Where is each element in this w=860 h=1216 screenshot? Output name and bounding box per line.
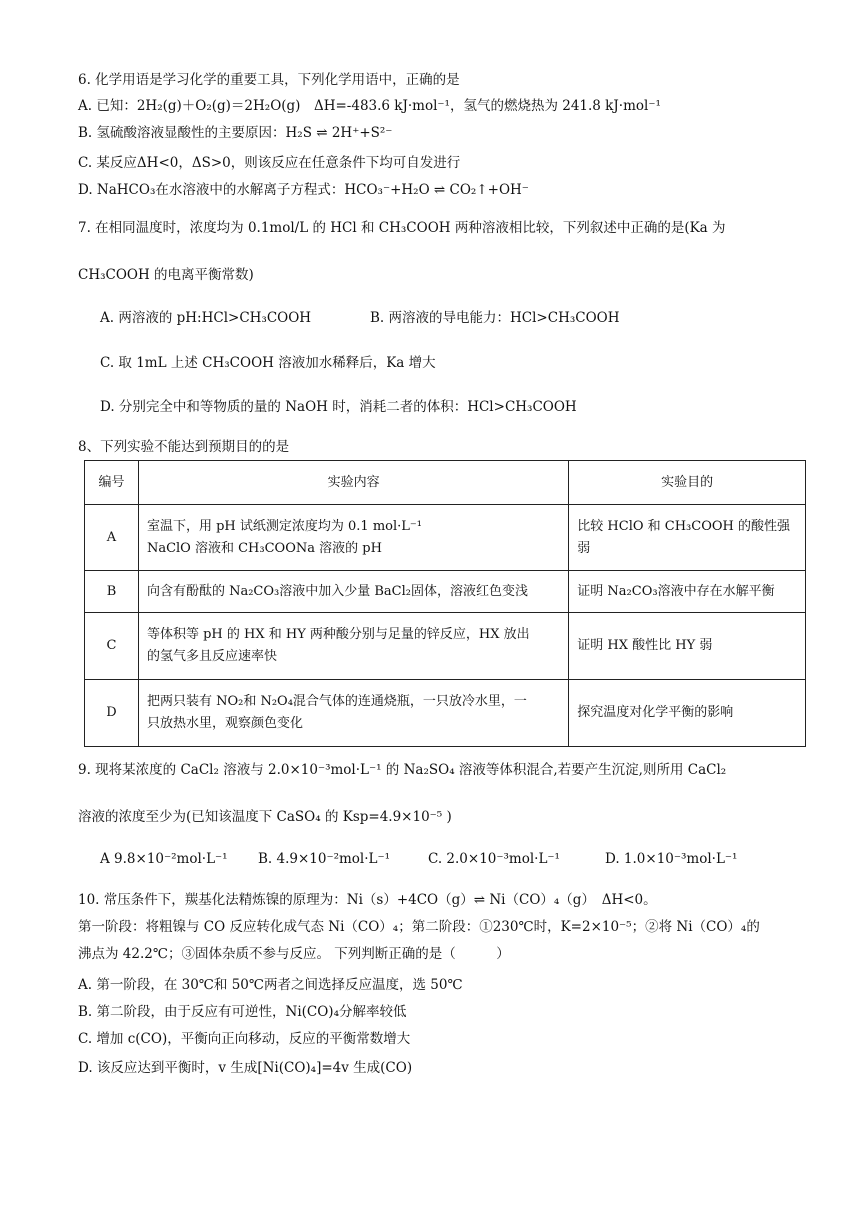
q10-stem-line3: 沸点为 42.2℃；③固体杂质不参与反应。 下列判断正确的是（ ）: [78, 946, 510, 962]
row-content: [138, 505, 568, 571]
q6-option-b: B. 氢硫酸溶液显酸性的主要原因：H₂S ⇌ 2H⁺+S²⁻: [78, 125, 393, 141]
table-row: [85, 571, 806, 613]
row-content: [138, 680, 568, 747]
row-purpose: 证明 HX 酸性比 HY 弱: [569, 613, 806, 680]
q9-option-d: D. 1.0×10⁻³mol·L⁻¹: [605, 851, 738, 867]
q9-option-a: A 9.8×10⁻²mol·L⁻¹: [100, 851, 228, 867]
table-header-row: [85, 461, 806, 505]
header-purpose: 实验目的: [569, 461, 806, 505]
table-row: [85, 613, 806, 680]
q6-stem: 6. 化学用语是学习化学的重要工具，下列化学用语中，正确的是: [78, 72, 460, 88]
table-row: [85, 680, 806, 747]
q10-stem-line2: 第一阶段：将粗镍与 CO 反应转化成气态 Ni（CO）₄；第二阶段：①230℃时，K=2×10⁻⁵；②将 Ni（CO）₄的: [78, 919, 760, 935]
header-content: 实验内容: [138, 461, 568, 505]
row-content-line2: 的氢气多且反应速率快: [146, 649, 277, 664]
row-content: [138, 613, 568, 680]
row-content-line1: 室温下，用 pH 试纸测定浓度均为 0.1 mol·L⁻¹: [146, 518, 422, 534]
row-content-line1: 等体积等 pH 的 HX 和 HY 两种酸分别与足量的锌反应，HX 放出: [146, 627, 530, 642]
row-content-line2: NaClO 溶液和 CH₃COONa 溶液的 pH: [146, 540, 382, 556]
row-content-line1: 向含有酚酞的 Na₂CO₃溶液中加入少量 BaCl₂固体，溶液红色变浅: [146, 583, 528, 599]
q10-option-b: B. 第二阶段，由于反应有可逆性，Ni(CO)₄分解率较低: [78, 1004, 407, 1020]
q7-option-a: A. 两溶液的 pH:HCl>CH₃COOH: [100, 310, 312, 326]
q9-stem-line1: 9. 现将某浓度的 CaCl₂ 溶液与 2.0×10⁻³mol·L⁻¹ 的 Na₂SO₄ 溶液等体积混合,若要产生沉淀,则所用 CaCl₂: [78, 762, 727, 778]
q7-option-c: C. 取 1mL 上述 CH₃COOH 溶液加水稀释后，Ka 增大: [100, 355, 436, 371]
q6-option-a: A. 已知：2H₂(g)＋O₂(g)＝2H₂O(g) ΔH=-483.6 kJ·mol⁻¹，氢气的燃烧热为 241.8 kJ·mol⁻¹: [78, 98, 661, 114]
row-purpose: 证明 Na₂CO₃溶液中存在水解平衡: [569, 571, 806, 613]
q6-option-c: C. 某反应ΔH<0，ΔS>0，则该反应在任意条件下均可自发进行: [78, 155, 461, 171]
q9-option-c: C. 2.0×10⁻³mol·L⁻¹: [428, 851, 560, 867]
q8-stem: 8、下列实验不能达到预期目的的是: [78, 439, 290, 455]
q7-stem-line2: CH₃COOH 的电离平衡常数): [78, 267, 254, 283]
q10-option-d: D. 该反应达到平衡时，v 生成[Ni(CO)₄]=4v 生成(CO): [78, 1060, 413, 1076]
q6-option-d: D. NaHCO₃在水溶液中的水解离子方程式：HCO₃⁻+H₂O ⇌ CO₂↑+OH⁻: [78, 182, 529, 198]
row-id: D: [85, 680, 139, 747]
q10-option-a: A. 第一阶段，在 30℃和 50℃两者之间选择反应温度，选 50℃: [78, 977, 463, 993]
q9-stem-line2: 溶液的浓度至少为(已知该温度下 CaSO₄ 的 Ksp=4.9×10⁻⁵ ): [78, 809, 452, 825]
q7-option-d: D. 分别完全中和等物质的量的 NaOH 时，消耗二者的体积：HCl>CH₃COOH: [100, 399, 577, 415]
header-id: 编号: [85, 461, 139, 505]
q10-stem-line1: 10. 常压条件下，羰基化法精炼镍的原理为：Ni（s）+4CO（g）⇌ Ni（CO）₄（g） ΔH<0。: [78, 892, 657, 908]
q7-option-b: B. 两溶液的导电能力：HCl>CH₃COOH: [370, 310, 620, 326]
row-purpose: 比较 HClO 和 CH₃COOH 的酸性强弱: [569, 505, 806, 571]
q10-option-c: C. 增加 c(CO)，平衡向正向移动，反应的平衡常数增大: [78, 1031, 411, 1047]
q7-stem-line1: 7. 在相同温度时，浓度均为 0.1mol/L 的 HCl 和 CH₃COOH 两种溶液相比较，下列叙述中正确的是(Ka 为: [78, 220, 726, 236]
row-id: C: [85, 613, 139, 680]
row-id: B: [85, 571, 139, 613]
table-row: [85, 505, 806, 571]
experiment-table: [84, 460, 806, 747]
row-content: [138, 571, 568, 613]
row-purpose: 探究温度对化学平衡的影响: [569, 680, 806, 747]
row-content-line2: 只放热水里，观察颜色变化: [146, 716, 303, 731]
row-id: A: [85, 505, 139, 571]
q9-option-b: B. 4.9×10⁻²mol·L⁻¹: [258, 851, 391, 867]
row-content-line1: 把两只装有 NO₂和 N₂O₄混合气体的连通烧瓶，一只放冷水里，一: [146, 694, 527, 709]
